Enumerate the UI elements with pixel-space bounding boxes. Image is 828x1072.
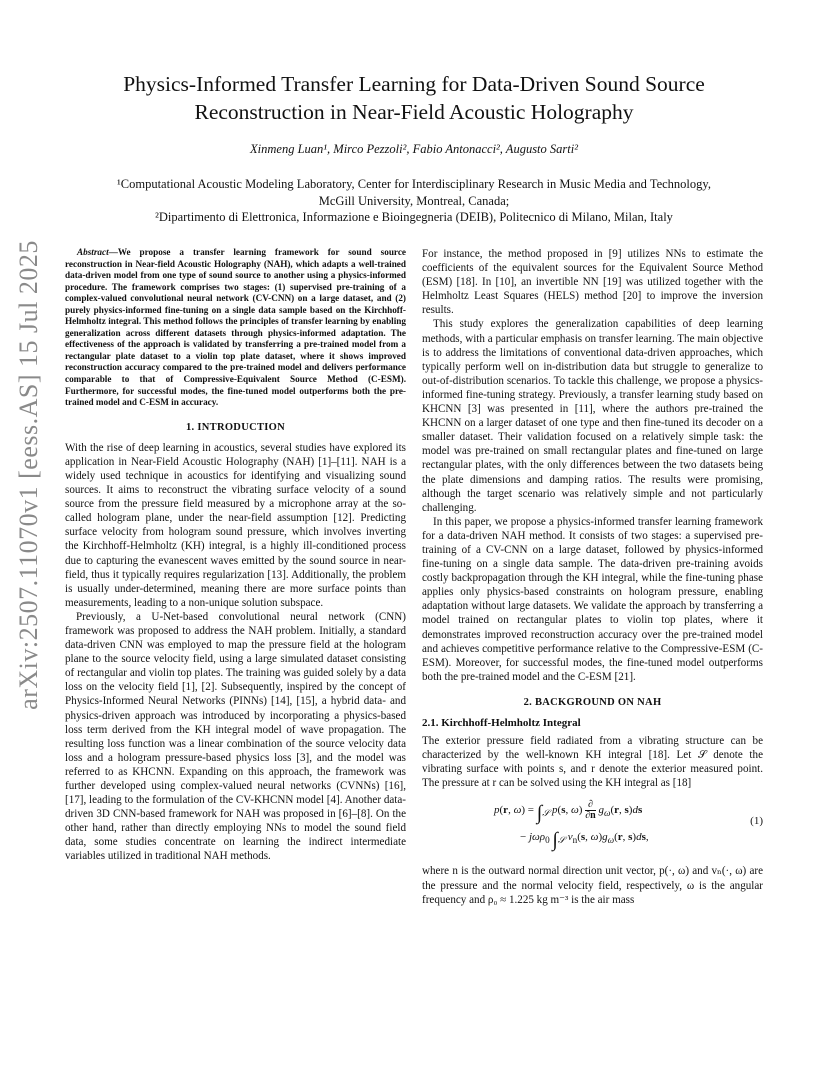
title-line-2: Reconstruction in Near-Field Acoustic Holography bbox=[194, 100, 634, 124]
affiliations bbox=[60, 176, 768, 226]
abstract-text: —We propose a transfer learning framework for sound source reconstruction in Near-field Acoustic Holography (NAH), which adapts a well-trained data-driven model from one type of sound source to another using a physics-informed procedure. The framework comprises two stages: (1) supervised pre-training of a complex-valued convolutional neural network (CV-CNN) on a large dataset, and (2) purely physics-informed fine-tuning on a single data sample based on the Kirchhoff-Helmholtz integral. This method follows the principles of transfer learning by enabling generalization across different datasets through physics-informed adaptation. The effectiveness of the approach is validated by transferring a pre-trained model from a rectangular plate dataset to a violin top plate dataset, where it shows improved reconstruction accuracy compared to the pre-trained model and delivers performance comparable to that of Compressive-Equivalent Source Method (C-ESM). Furthermore, for successful modes, the fine-tuned model outperforms both the pre-trained model and C-ESM in accuracy. bbox=[65, 247, 406, 408]
intro-paragraph-1: With the rise of deep learning in acoustics, several studies have explored its application in Near-Field Acoustic Holography (NAH) [1]–[11]. NAH is a widely used technique in acoustics for identifying and visualizing sound sources. It aims to reconstruct the vibrating surface velocity of a sound source from the pressure field measured by a microphone array at the so-called hologram plane, under the near-field assumption [12]. Predicting surface velocity from hologram sound pressure, which involves inverting the Kirchhoff-Helmholtz (KH) integral, is a highly ill-conditioned process due to capturing the evanescent waves emitted by the sound source in near-field, thus it typically requires regularization [13]. Additionally, the problem is usually under-determined, meaning there are more surface points than measurements, leading to a non-unique solution subspace. bbox=[65, 441, 406, 609]
arxiv-identifier bbox=[4, 240, 54, 710]
intro-paragraph-4: This study explores the generalization capabilities of deep learning methods, with a particular emphasis on transfer learning. The main objective is to address the limitations of conventional data-driven approaches, which typically perform well on in-distribution data but struggle to generalize to out-of-distribution scenarios. To tackle this challenge, we propose a physics-informed fine-tuning strategy. Previously, a transfer learning study based on KHCNN [3] was presented in [11], where the authors pre-trained the KHCNN on a larger dataset of one type and then fine-tuned its decoder on a smaller dataset. Their validation focused on a relatively simple task: the model was pre-trained on small rectangular plates and fine-tuned on large rectangular plates, with the only differences between the two datasets being the plate dimensions and damping ratios. The results were promising, although the target scenario was relatively simple and not particularly challenging. bbox=[422, 318, 763, 514]
affiliation-2: ²Dipartimento di Elettronica, Informazione e Bioingegneria (DEIB), Politecnico di Milano, Milan, Italy bbox=[155, 210, 673, 224]
equation-line-1: p(r, $\omega) = \int_𝒮$ p(s, ω) $\frac{\partial}{\partial n}$ $g_\omega(r$, s)ds bbox=[494, 799, 643, 825]
right-column bbox=[422, 247, 763, 907]
equation-number: (1) bbox=[750, 815, 763, 828]
intro-paragraph-5: In this paper, we propose a physics-informed transfer learning framework for a data-driven NAH method. It consists of two stages: a supervised pre-training of a CV-CNN on a large dataset, followed by physics-informed fine-tuning on a single data sample. The data-driven pre-training avoids costly backpropagation through the KH integral, while the fine-tuning phase applies only physics-based constraints on hologram pressure, enabling adaptation without large datasets. We validate the approach by transferring a model trained on rectangular plates to violin top plates, where it demonstrates improved reconstruction accuracy over the pre-trained model and achieves competitive performance relative to the Compressive-ESM (C-ESM). Moreover, for successful modes, the fine-tuned model outperforms both the pre-trained model and the C-ESM [21]. bbox=[422, 515, 763, 683]
paper-title bbox=[60, 70, 768, 126]
intro-paragraph-3: For instance, the method proposed in [9] utilizes NNs to estimate the coefficients of the equivalent sources for the Equivalent Source Method (ESM) [18]. In [10], an invertible NN [19] was utilized together with the Helmholtz Least Squares (HELS) method [20] to improve the inversion results. bbox=[422, 248, 763, 317]
section-heading-introduction: 1. INTRODUCTION bbox=[185, 421, 285, 433]
background-paragraph-2: where n is the outward normal direction unit vector, p(·, ω) and vₙ(·, ω) are the pressure and the normal velocity field, respectively, ω is the angular frequency and ρ₀ ≈ 1.225 kg m⁻³ is the air mass bbox=[422, 865, 763, 906]
abstract-label: Abstract bbox=[77, 247, 109, 257]
affiliation-1: ¹Computational Acoustic Modeling Laboratory, Center for Interdisciplinary Research in Music Media and Technology, bbox=[117, 177, 711, 191]
arxiv-identifier-text: arXiv:2507.11070v1 [eess.AS] 15 Jul 2025 bbox=[14, 240, 44, 710]
subsection-heading-kh: 2.1. Kirchhoff-Helmholtz Integral bbox=[422, 717, 581, 729]
background-paragraph-1: The exterior pressure field radiated from a vibrating structure can be characterized by the well-known KH integral [18]. Let 𝒮 denote the vibrating surface with points s, and r denote the exterior measured point. The pressure at r can be solved using the KH integral as [18] bbox=[422, 735, 763, 790]
equation-kh-integral bbox=[422, 796, 763, 858]
title-line-1: Physics-Informed Transfer Learning for Data-Driven Sound Source bbox=[123, 72, 705, 96]
equation-line-2: − jωρ$_0$ $\int_𝒮$ $v_n(s$, $\omega)g_\omega(r$, s)ds, bbox=[520, 829, 649, 852]
section-heading-background: 2. BACKGROUND ON NAH bbox=[523, 696, 662, 708]
intro-paragraph-2: Previously, a U-Net-based convolutional neural network (CNN) framework was proposed to address the NAH problem. Initially, a standard data-driven CNN was employed to map the pressure field at the hologram plane to the source velocity field, using a large simulated dataset consisting of rectangular and violin top plates. The training was guided solely by a data loss on the velocity field [1], [2]. Subsequently, inspired by the concept of Physics-Informed Neural Networks (PINNs) [14], [15], a hybrid data- and physics-driven approach was introduced by incorporating a physics-based loss term derived from the KH integral model of wave propagation. The resulting loss function was a linear combination of the source velocity data loss and a hologram pressure-based physics loss [3], and the model was referred to as KHCNN. Expanding on this approach, the framework was further developed using complex-valued neural networks (CVNNs) [16], [17], leading to the formulation of the CV-KHCNN model [4]. Another data-driven 3D CNN-based framework for NAH was proposed in [6]–[8]. On the other hand, rather than directly employing NNs to model the sound field data, some studies concentrate on learning the indirect intermediate variables utilized in traditional NAH methods. bbox=[65, 610, 406, 863]
author-list: Xinmeng Luan¹, Mirco Pezzoli², Fabio Antonacci², Augusto Sarti² bbox=[250, 142, 578, 156]
affiliation-1b: McGill University, Montreal, Canada; bbox=[318, 193, 510, 208]
left-column bbox=[65, 247, 406, 864]
abstract bbox=[65, 247, 406, 409]
